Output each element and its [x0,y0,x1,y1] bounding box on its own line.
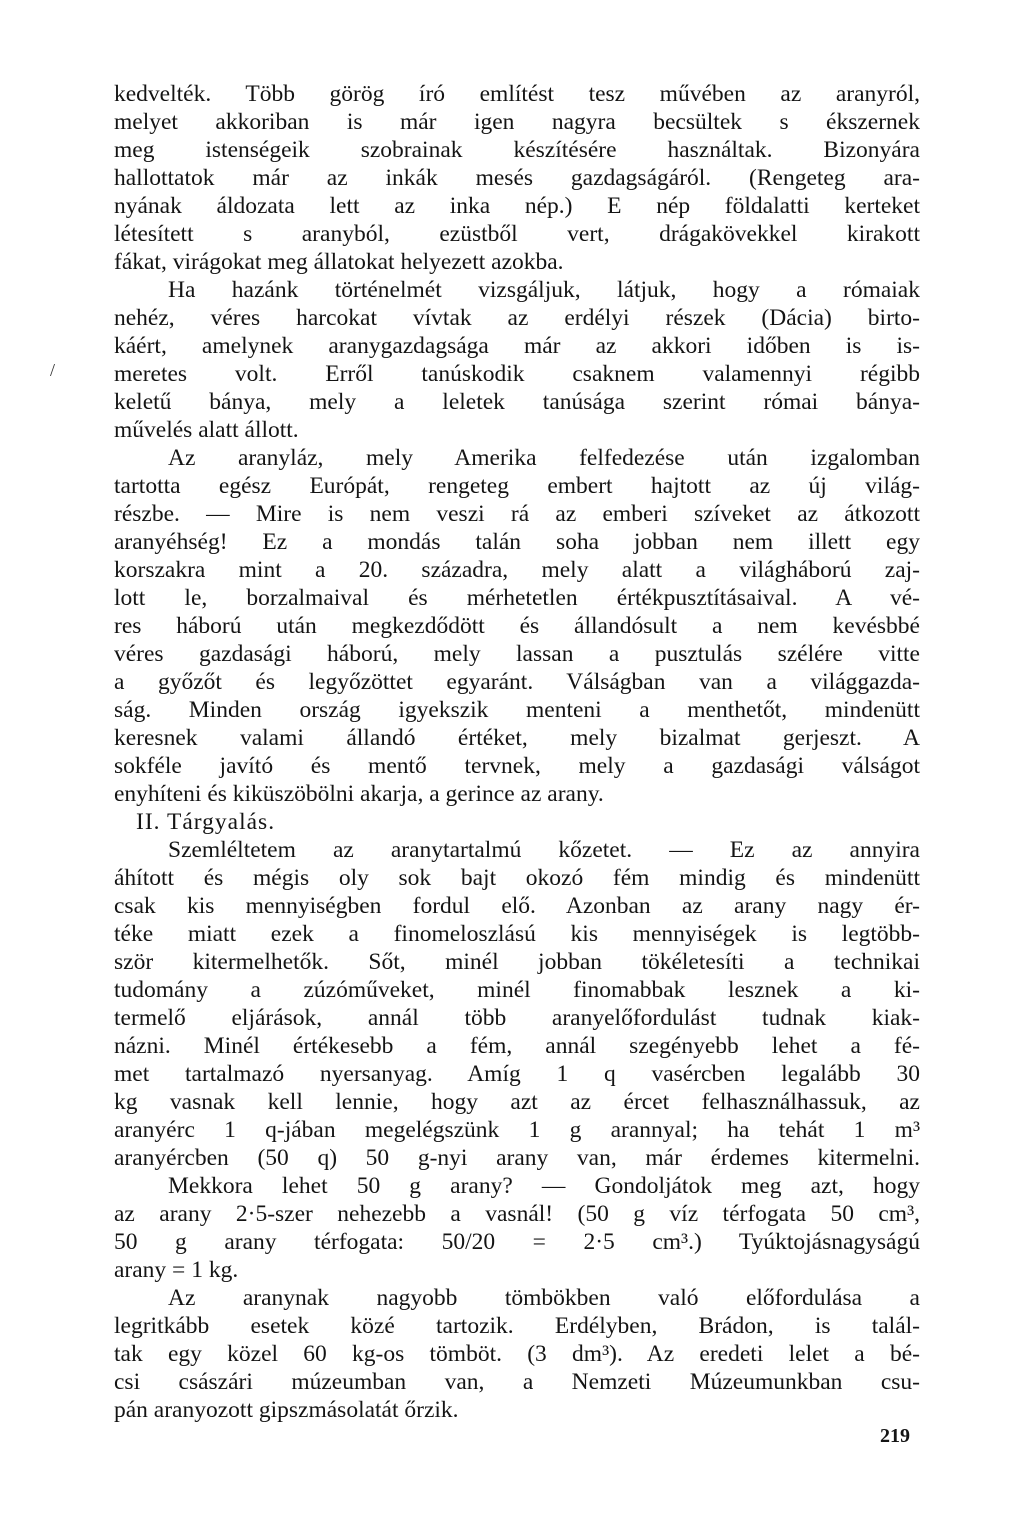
text-line: az arany 2·5-szer nehezebb a vasnál! (50 g víz térfogata 50 cm³, [114,1201,920,1227]
text-line: ször kitermelhetők. Sőt, minél jobban tökéletesíti a technikai [114,949,920,975]
text-line: termelő eljárások, annál több aranyelőfordulást tudnak kiak- [114,1005,920,1031]
text-line: arany = 1 kg. [114,1257,239,1283]
text-line: áhított és mégis oly sok bajt okozó fém mindig és mindenütt [114,865,920,891]
text-line: aranyérc 1 q-jában megelégszünk 1 g arannyal; ha tehát 1 m³ [114,1117,920,1143]
text-line: nyának áldozata lett az inka nép.) E nép földalatti kerteket [114,193,920,219]
text-line: részbe. — Mire is nem veszi rá az emberi szíveket az átkozott [114,501,920,527]
text-line: káért, amelynek aranygazdagsága már az akkori időben is is- [114,333,920,359]
text-line: met tartalmazó nyersanyag. Amíg 1 q vasércben legalább 30 [114,1061,920,1087]
text-line: meretes volt. Erről tanúskodik csaknem valamennyi régibb [114,361,920,387]
text-line: sokféle javító és mentő tervnek, mely a gazdasági válságot [114,753,920,779]
text-line: ság. Minden ország igyekszik menteni a menthetőt, mindenütt [114,697,920,723]
text-line: tak egy közel 60 kg-os tömböt. (3 dm³). Az eredeti lelet a bé- [114,1341,920,1367]
text-line: res háború után megkezdődött és állandósult a nem kevésbbé [114,613,920,639]
text-line: Ha hazánk történelmét vizsgáljuk, látjuk, hogy a rómaiak [168,277,920,303]
text-line: názni. Minél értékesebb a fém, annál szegényebb lehet a fé- [114,1033,920,1059]
text-line: hallottatok már az inkák mesés gazdagságáról. (Rengeteg ara- [114,165,920,191]
text-line: csi császári múzeumban van, a Nemzeti Múzeumunkban csu- [114,1369,920,1395]
text-line: tartotta egész Európát, rengeteg embert hajtott az új világ- [114,473,920,499]
text-line: keresnek valami állandó értéket, mely bizalmat gerjeszt. A [114,725,920,751]
text-line: 50 g arany térfogata: 50/20 = 2·5 cm³.) Tyúktojásnagyságú [114,1229,920,1255]
text-line: Szemléltetem az aranytartalmú kőzetet. — Ez az annyira [168,837,920,863]
text-line: csak kis mennyiségben fordul elő. Azonban az arany nagy ér- [114,893,920,919]
section-heading: II. Tárgyalás. [136,809,276,835]
text-line: téke miatt ezek a finomeloszlású kis mennyiségek is legtöbb- [114,921,920,947]
text-line: melyet akkoriban is már igen nagyra becsültek s ékszernek [114,109,920,135]
text-line: a győzőt és legyőzöttet egyaránt. Válságban van a világgazda- [114,669,920,695]
text-line: kg vasnak kell lennie, hogy azt az ércet felhasználhassuk, az [114,1089,920,1115]
text-line: létesített s aranyból, ezüstből vert, drágakövekkel kirakott [114,221,920,247]
text-line: aranyércben (50 q) 50 g-nyi arany van, már érdemes kitermelni. [114,1145,920,1171]
page-number: 219 [880,1425,910,1447]
text-line: nehéz, véres harcokat vívtak az erdélyi részek (Dácia) birto- [114,305,920,331]
text-line: aranyéhség! Ez a mondás talán soha jobban nem illett egy [114,529,920,555]
margin-mark: / [50,360,56,380]
text-line: lott le, borzalmaival és mérhetetlen értékpusztításaival. A vé- [114,585,920,611]
text-line: Az aranynak nagyobb tömbökben való előfordulása a [168,1285,920,1311]
text-column [114,80,920,1424]
text-line: enyhíteni és kiküszöbölni akarja, a gerince az arany. [114,781,604,807]
text-line: tudomány a zúzóműveket, minél finomabbak lesznek a ki- [114,977,920,1003]
text-line: véres gazdasági háború, mely lassan a pusztulás szélére vitte [114,641,920,667]
text-line: művelés alatt állott. [114,417,299,443]
text-line: Mekkora lehet 50 g arany? — Gondoljátok meg azt, hogy [168,1173,920,1199]
text-line: keletű bánya, mely a leletek tanúsága szerint római bánya- [114,389,920,415]
text-line: meg istenségeik szobrainak készítésére használtak. Bizonyára [114,137,920,163]
text-line: fákat, virágokat meg állatokat helyezett azokba. [114,249,564,275]
text-line: kedvelték. Több görög író említést tesz művében az aranyról, [114,81,920,107]
text-line: korszakra mint a 20. századra, mely alatt a világháború zaj- [114,557,920,583]
text-line: Az aranyláz, mely Amerika felfedezése után izgalomban [168,445,920,471]
text-line: legritkább esetek közé tartozik. Erdélyben, Brádon, is talál- [114,1313,920,1339]
text-line: pán aranyozott gipszmásolatát őrzik. [114,1397,459,1423]
